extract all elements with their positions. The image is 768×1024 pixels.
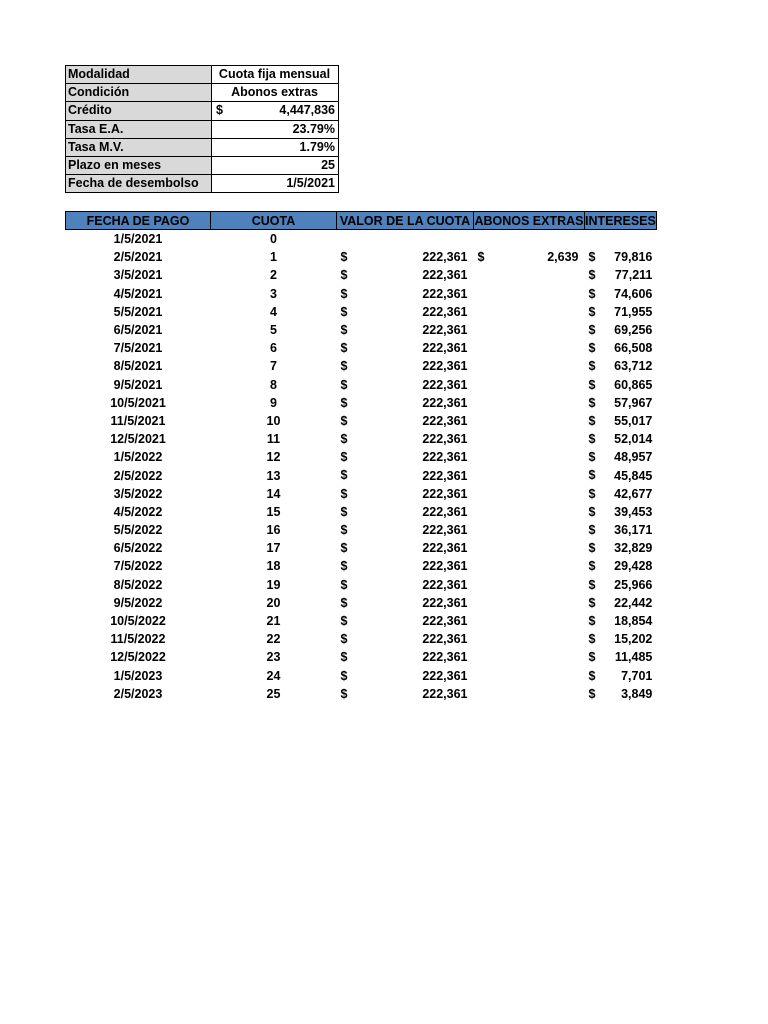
- currency-symbol: $: [340, 559, 348, 574]
- currency-symbol: $: [477, 250, 485, 265]
- cell-intereses: [585, 285, 657, 303]
- currency-symbol: $: [588, 268, 596, 283]
- table-row: [66, 576, 657, 594]
- cell-fecha-de-pago: 2/5/2021: [113, 250, 163, 265]
- cell-intereses-value: 55,017: [614, 413, 653, 428]
- cell-intereses-value: 7,701: [621, 668, 653, 683]
- cell-intereses-value: 15,202: [614, 632, 653, 647]
- cell-valor-de-la-cuota: [337, 557, 474, 575]
- cell-intereses: [585, 357, 657, 375]
- cell-intereses: [585, 503, 657, 521]
- cell-valor-de-la-cuota: [337, 394, 474, 412]
- summary-row: [66, 138, 339, 156]
- cell-valor-de-la-cuota-value: 222,361: [422, 577, 468, 592]
- currency-symbol: $: [588, 559, 596, 574]
- cell-intereses-value: 60,865: [614, 377, 653, 392]
- currency-symbol: $: [340, 504, 348, 519]
- table-row: [66, 466, 657, 484]
- header-valor-de-la-cuota: VALOR DE LA CUOTA: [337, 212, 474, 230]
- cell-valor-de-la-cuota-value: 222,361: [422, 268, 468, 283]
- cell-abonos-extras: [474, 357, 585, 375]
- cell-valor-de-la-cuota-value: 222,361: [422, 504, 468, 519]
- currency-symbol: $: [340, 286, 348, 301]
- currency-symbol: $: [588, 486, 596, 501]
- cell-valor-de-la-cuota-value: 222,361: [422, 486, 468, 501]
- currency-symbol: $: [588, 541, 596, 556]
- header-cuota: CUOTA: [211, 212, 337, 230]
- cell-valor-de-la-cuota: [337, 448, 474, 466]
- summary-value: 23.79%: [292, 121, 335, 136]
- currency-symbol: $: [588, 322, 596, 337]
- cell-valor-de-la-cuota-value: 222,361: [422, 541, 468, 556]
- cell-abonos-extras: [474, 303, 585, 321]
- payment-schedule-table: [65, 211, 657, 703]
- cell-valor-de-la-cuota: [337, 321, 474, 339]
- currency-symbol: $: [588, 650, 596, 665]
- cell-intereses: [585, 230, 657, 249]
- cell-fecha-de-pago: 8/5/2022: [113, 577, 163, 592]
- cell-intereses-value: 25,966: [614, 577, 653, 592]
- cell-abonos-extras: [474, 667, 585, 685]
- cell-abonos-extras: [474, 521, 585, 539]
- payment-schedule-body: [66, 230, 657, 703]
- currency-symbol: $: [340, 632, 348, 647]
- header-intereses: INTERESES: [585, 213, 656, 228]
- table-row: [66, 321, 657, 339]
- summary-value: Cuota fija mensual: [218, 67, 331, 82]
- cell-intereses: [585, 430, 657, 448]
- summary-label: Condición: [66, 84, 212, 102]
- summary-value: Abonos extras: [231, 85, 318, 100]
- cell-valor-de-la-cuota: [337, 430, 474, 448]
- cell-fecha-de-pago: 10/5/2022: [110, 614, 166, 629]
- cell-cuota: 8: [270, 377, 277, 392]
- cell-intereses: [585, 685, 657, 703]
- currency-symbol: $: [588, 504, 596, 519]
- cell-valor-de-la-cuota: [337, 685, 474, 703]
- currency-symbol: $: [340, 668, 348, 683]
- cell-intereses: [585, 339, 657, 357]
- cell-abonos-extras: [474, 685, 585, 703]
- cell-intereses: [585, 667, 657, 685]
- cell-intereses-value: 66,508: [614, 341, 653, 356]
- cell-fecha-de-pago: 4/5/2022: [113, 504, 163, 519]
- cell-cuota: 18: [266, 559, 281, 574]
- cell-valor-de-la-cuota: [337, 648, 474, 666]
- cell-valor-de-la-cuota: [337, 285, 474, 303]
- table-row: [66, 230, 657, 249]
- cell-valor-de-la-cuota: [337, 612, 474, 630]
- currency-symbol: $: [340, 613, 348, 628]
- cell-intereses: [585, 594, 657, 612]
- currency-symbol: $: [340, 541, 348, 556]
- cell-cuota: 1: [270, 250, 277, 265]
- cell-cuota: 16: [266, 523, 281, 538]
- cell-valor-de-la-cuota: [337, 266, 474, 284]
- currency-symbol: $: [340, 523, 348, 537]
- cell-intereses-value: 18,854: [614, 614, 653, 629]
- cell-cuota: 20: [266, 595, 281, 610]
- currency-symbol: $: [340, 395, 348, 410]
- currency-symbol: $: [588, 377, 596, 392]
- cell-abonos-extras: [474, 485, 585, 503]
- cell-intereses-value: 32,829: [614, 541, 653, 556]
- currency-symbol: $: [340, 432, 348, 447]
- cell-intereses-value: 48,957: [614, 450, 653, 465]
- cell-intereses: [585, 630, 657, 648]
- summary-value-cell: [212, 66, 339, 84]
- cell-cuota: 23: [266, 650, 281, 665]
- summary-value: 1/5/2021: [286, 176, 335, 191]
- table-row: [66, 394, 657, 412]
- currency-symbol: $: [588, 686, 596, 701]
- cell-valor-de-la-cuota: [337, 539, 474, 557]
- header-abonos-extras: ABONOS EXTRAS: [474, 213, 584, 228]
- cell-valor-de-la-cuota-value: 222,361: [422, 559, 468, 574]
- table-row: [66, 521, 657, 539]
- cell-intereses: [585, 248, 657, 266]
- summary-row: [66, 66, 339, 84]
- cell-cuota: 4: [270, 304, 277, 319]
- currency-symbol: $: [588, 286, 596, 301]
- table-row: [66, 412, 657, 430]
- cell-valor-de-la-cuota-value: 222,361: [422, 668, 468, 683]
- cell-fecha-de-pago: 5/5/2021: [113, 304, 163, 319]
- cell-valor-de-la-cuota-value: 222,361: [422, 286, 468, 301]
- cell-valor-de-la-cuota: [337, 503, 474, 521]
- cell-intereses-value: 29,428: [614, 559, 653, 574]
- cell-intereses: [585, 521, 657, 539]
- table-row: [66, 266, 657, 284]
- cell-intereses-value: 77,211: [614, 268, 653, 283]
- cell-valor-de-la-cuota: [337, 303, 474, 321]
- currency-symbol: $: [340, 322, 348, 337]
- cell-intereses: [585, 448, 657, 466]
- currency-symbol: $: [588, 595, 596, 610]
- cell-valor-de-la-cuota-value: 222,361: [422, 468, 468, 483]
- cell-fecha-de-pago: 3/5/2021: [113, 268, 163, 283]
- cell-valor-de-la-cuota: [337, 376, 474, 394]
- cell-valor-de-la-cuota-value: 222,361: [422, 359, 468, 374]
- currency-symbol: $: [340, 577, 348, 592]
- cell-intereses-value: 22,442: [614, 595, 653, 610]
- cell-intereses: [585, 303, 657, 321]
- cell-intereses-value: 3,849: [621, 686, 653, 701]
- cell-cuota: 7: [270, 359, 277, 374]
- cell-intereses: [585, 321, 657, 339]
- cell-valor-de-la-cuota-value: 222,361: [422, 432, 468, 447]
- currency-symbol: $: [588, 468, 596, 483]
- summary-label: Modalidad: [66, 66, 212, 84]
- summary-row: [66, 120, 339, 138]
- loan-summary-table: [65, 65, 339, 193]
- cell-intereses: [585, 648, 657, 666]
- cell-cuota: 0: [270, 232, 277, 247]
- table-row: [66, 594, 657, 612]
- table-row: [66, 430, 657, 448]
- cell-fecha-de-pago: 2/5/2022: [113, 468, 163, 483]
- cell-cuota: 19: [266, 577, 281, 592]
- currency-symbol: $: [588, 395, 596, 410]
- cell-valor-de-la-cuota-value: 222,361: [422, 377, 468, 392]
- cell-valor-de-la-cuota-value: 222,361: [422, 450, 468, 465]
- summary-row: [66, 175, 339, 193]
- cell-fecha-de-pago: 11/5/2021: [110, 413, 166, 428]
- cell-intereses-value: 11,485: [614, 650, 653, 665]
- summary-label: Tasa M.V.: [66, 138, 212, 156]
- summary-label: Plazo en meses: [66, 156, 212, 174]
- cell-fecha-de-pago: 9/5/2022: [113, 595, 163, 610]
- cell-valor-de-la-cuota-value: 222,361: [422, 686, 468, 701]
- currency-symbol: $: [588, 523, 596, 537]
- summary-row: [66, 84, 339, 102]
- cell-intereses: [585, 576, 657, 594]
- cell-fecha-de-pago: 6/5/2021: [113, 323, 163, 338]
- cell-valor-de-la-cuota: [337, 230, 474, 249]
- table-row: [66, 303, 657, 321]
- cell-abonos-extras: [474, 339, 585, 357]
- cell-valor-de-la-cuota: [337, 485, 474, 503]
- currency-symbol: $: [588, 450, 596, 465]
- cell-cuota: 9: [270, 395, 277, 410]
- cell-fecha-de-pago: 11/5/2022: [110, 632, 166, 647]
- cell-abonos-extras: [474, 466, 585, 484]
- cell-valor-de-la-cuota: [337, 466, 474, 484]
- cell-valor-de-la-cuota-value: 222,361: [422, 323, 468, 338]
- table-row: [66, 557, 657, 575]
- currency-symbol: $: [588, 432, 596, 447]
- cell-valor-de-la-cuota: [337, 594, 474, 612]
- summary-value: 25: [321, 158, 335, 173]
- cell-intereses-value: 69,256: [614, 323, 653, 338]
- cell-abonos-extras-value: 2,639: [547, 250, 579, 265]
- cell-abonos-extras: [474, 576, 585, 594]
- summary-row: [66, 156, 339, 174]
- summary-value-cell: [212, 138, 339, 156]
- cell-fecha-de-pago: 12/5/2022: [110, 650, 166, 665]
- cell-cuota: 2: [270, 268, 277, 283]
- currency-symbol: $: [340, 304, 348, 319]
- cell-abonos-extras: [474, 248, 585, 266]
- cell-fecha-de-pago: 12/5/2021: [110, 432, 166, 447]
- cell-intereses: [585, 394, 657, 412]
- cell-abonos-extras: [474, 230, 585, 249]
- table-row: [66, 448, 657, 466]
- cell-fecha-de-pago: 7/5/2021: [113, 341, 163, 356]
- cell-valor-de-la-cuota-value: 222,361: [422, 632, 468, 647]
- cell-abonos-extras: [474, 612, 585, 630]
- cell-valor-de-la-cuota-value: 222,361: [422, 304, 468, 319]
- cell-valor-de-la-cuota-value: 222,361: [422, 413, 468, 428]
- currency-symbol: $: [588, 577, 596, 592]
- cell-cuota: 12: [266, 450, 281, 465]
- currency-symbol: $: [340, 468, 348, 483]
- cell-cuota: 15: [266, 504, 281, 519]
- cell-intereses: [585, 266, 657, 284]
- table-row: [66, 612, 657, 630]
- payment-schedule-header-row: [66, 212, 657, 230]
- table-row: [66, 485, 657, 503]
- currency-symbol: $: [340, 686, 348, 701]
- cell-intereses: [585, 466, 657, 484]
- summary-label: Crédito: [66, 102, 212, 120]
- table-row: [66, 376, 657, 394]
- cell-intereses: [585, 485, 657, 503]
- currency-symbol: $: [588, 304, 596, 319]
- currency-symbol: $: [588, 668, 596, 683]
- cell-cuota: 13: [266, 468, 281, 483]
- summary-value: 4,447,836: [279, 103, 335, 118]
- table-row: [66, 248, 657, 266]
- cell-cuota: 17: [266, 541, 281, 556]
- cell-cuota: 3: [270, 286, 277, 301]
- cell-abonos-extras: [474, 630, 585, 648]
- cell-abonos-extras: [474, 412, 585, 430]
- cell-valor-de-la-cuota-value: 222,361: [422, 523, 468, 538]
- cell-intereses-value: 45,845: [614, 468, 653, 483]
- cell-abonos-extras: [474, 594, 585, 612]
- summary-label: Tasa E.A.: [66, 120, 212, 138]
- summary-value-cell: [212, 84, 339, 102]
- cell-valor-de-la-cuota-value: 222,361: [422, 595, 468, 610]
- cell-abonos-extras: [474, 648, 585, 666]
- cell-intereses-value: 63,712: [614, 359, 653, 374]
- cell-fecha-de-pago: 1/5/2022: [113, 450, 163, 465]
- table-row: [66, 285, 657, 303]
- summary-value-cell: [212, 175, 339, 193]
- cell-fecha-de-pago: 3/5/2022: [113, 486, 163, 501]
- cell-valor-de-la-cuota: [337, 521, 474, 539]
- cell-cuota: 21: [266, 614, 281, 629]
- table-row: [66, 339, 657, 357]
- header-fecha-de-pago: FECHA DE PAGO: [66, 212, 211, 230]
- cell-intereses-value: 74,606: [614, 286, 653, 301]
- table-row: [66, 539, 657, 557]
- table-row: [66, 667, 657, 685]
- cell-intereses-value: 52,014: [614, 432, 653, 447]
- cell-intereses-value: 36,171: [614, 523, 653, 538]
- cell-fecha-de-pago: 5/5/2022: [113, 523, 163, 538]
- cell-intereses-value: 71,955: [614, 304, 653, 319]
- cell-abonos-extras: [474, 539, 585, 557]
- cell-abonos-extras: [474, 376, 585, 394]
- summary-value-cell: [212, 156, 339, 174]
- table-row: [66, 357, 657, 375]
- cell-cuota: 10: [266, 413, 281, 428]
- cell-intereses-value: 79,816: [614, 250, 653, 265]
- cell-cuota: 6: [270, 341, 277, 356]
- cell-cuota: 25: [266, 686, 281, 701]
- cell-abonos-extras: [474, 285, 585, 303]
- summary-row: [66, 102, 339, 120]
- table-row: [66, 685, 657, 703]
- currency-symbol: $: [340, 650, 348, 665]
- table-row: [66, 630, 657, 648]
- currency-symbol: $: [588, 341, 596, 356]
- summary-value-cell: [212, 102, 339, 120]
- currency-symbol: $: [588, 359, 596, 374]
- cell-valor-de-la-cuota: [337, 576, 474, 594]
- currency-symbol: $: [340, 595, 348, 610]
- cell-fecha-de-pago: 1/5/2023: [113, 668, 163, 683]
- cell-fecha-de-pago: 6/5/2022: [113, 541, 163, 556]
- currency-symbol: $: [340, 413, 348, 428]
- cell-fecha-de-pago: 9/5/2021: [113, 377, 163, 392]
- cell-valor-de-la-cuota-value: 222,361: [422, 395, 468, 410]
- cell-abonos-extras: [474, 430, 585, 448]
- cell-fecha-de-pago: 7/5/2022: [113, 559, 163, 574]
- currency-symbol: $: [340, 341, 348, 356]
- table-row: [66, 648, 657, 666]
- cell-cuota: 14: [266, 486, 281, 501]
- cell-valor-de-la-cuota: [337, 357, 474, 375]
- cell-valor-de-la-cuota-value: 222,361: [422, 250, 468, 265]
- summary-value-cell: [212, 120, 339, 138]
- cell-abonos-extras: [474, 448, 585, 466]
- cell-cuota: 5: [270, 323, 277, 338]
- cell-fecha-de-pago: 1/5/2021: [113, 232, 163, 247]
- cell-fecha-de-pago: 4/5/2021: [113, 286, 163, 301]
- cell-intereses-value: 57,967: [614, 395, 653, 410]
- table-row: [66, 503, 657, 521]
- cell-valor-de-la-cuota-value: 222,361: [422, 614, 468, 629]
- cell-abonos-extras: [474, 557, 585, 575]
- currency-symbol: $: [340, 486, 348, 501]
- currency-symbol: $: [340, 377, 348, 392]
- cell-intereses-value: 42,677: [614, 486, 653, 501]
- cell-valor-de-la-cuota: [337, 630, 474, 648]
- cell-intereses: [585, 612, 657, 630]
- currency-symbol: $: [588, 632, 596, 647]
- cell-fecha-de-pago: 10/5/2021: [110, 395, 166, 410]
- cell-valor-de-la-cuota-value: 222,361: [422, 650, 468, 665]
- currency-symbol: $: [588, 250, 596, 265]
- cell-intereses-value: 39,453: [614, 504, 653, 519]
- currency-symbol: $: [340, 268, 348, 283]
- cell-intereses: [585, 412, 657, 430]
- cell-fecha-de-pago: 8/5/2021: [113, 359, 163, 374]
- cell-cuota: 22: [266, 632, 281, 647]
- cell-abonos-extras: [474, 321, 585, 339]
- currency-symbol: $: [340, 250, 348, 265]
- currency-symbol: $: [340, 450, 348, 465]
- currency-symbol: $: [340, 359, 348, 374]
- cell-fecha-de-pago: 2/5/2023: [113, 686, 163, 701]
- cell-intereses: [585, 557, 657, 575]
- loan-summary-body: [66, 66, 339, 193]
- summary-label: Fecha de desembolso: [66, 175, 212, 193]
- summary-value: 1.79%: [299, 139, 335, 154]
- currency-symbol: $: [588, 613, 596, 628]
- cell-valor-de-la-cuota: [337, 667, 474, 685]
- currency-symbol: $: [216, 103, 223, 118]
- cell-intereses: [585, 376, 657, 394]
- cell-abonos-extras: [474, 394, 585, 412]
- cell-valor-de-la-cuota: [337, 248, 474, 266]
- cell-intereses: [585, 539, 657, 557]
- cell-abonos-extras: [474, 266, 585, 284]
- cell-abonos-extras: [474, 503, 585, 521]
- cell-cuota: 11: [266, 432, 281, 447]
- currency-symbol: $: [588, 413, 596, 428]
- cell-valor-de-la-cuota: [337, 412, 474, 430]
- cell-cuota: 24: [266, 668, 281, 683]
- cell-valor-de-la-cuota-value: 222,361: [422, 341, 468, 356]
- cell-valor-de-la-cuota: [337, 339, 474, 357]
